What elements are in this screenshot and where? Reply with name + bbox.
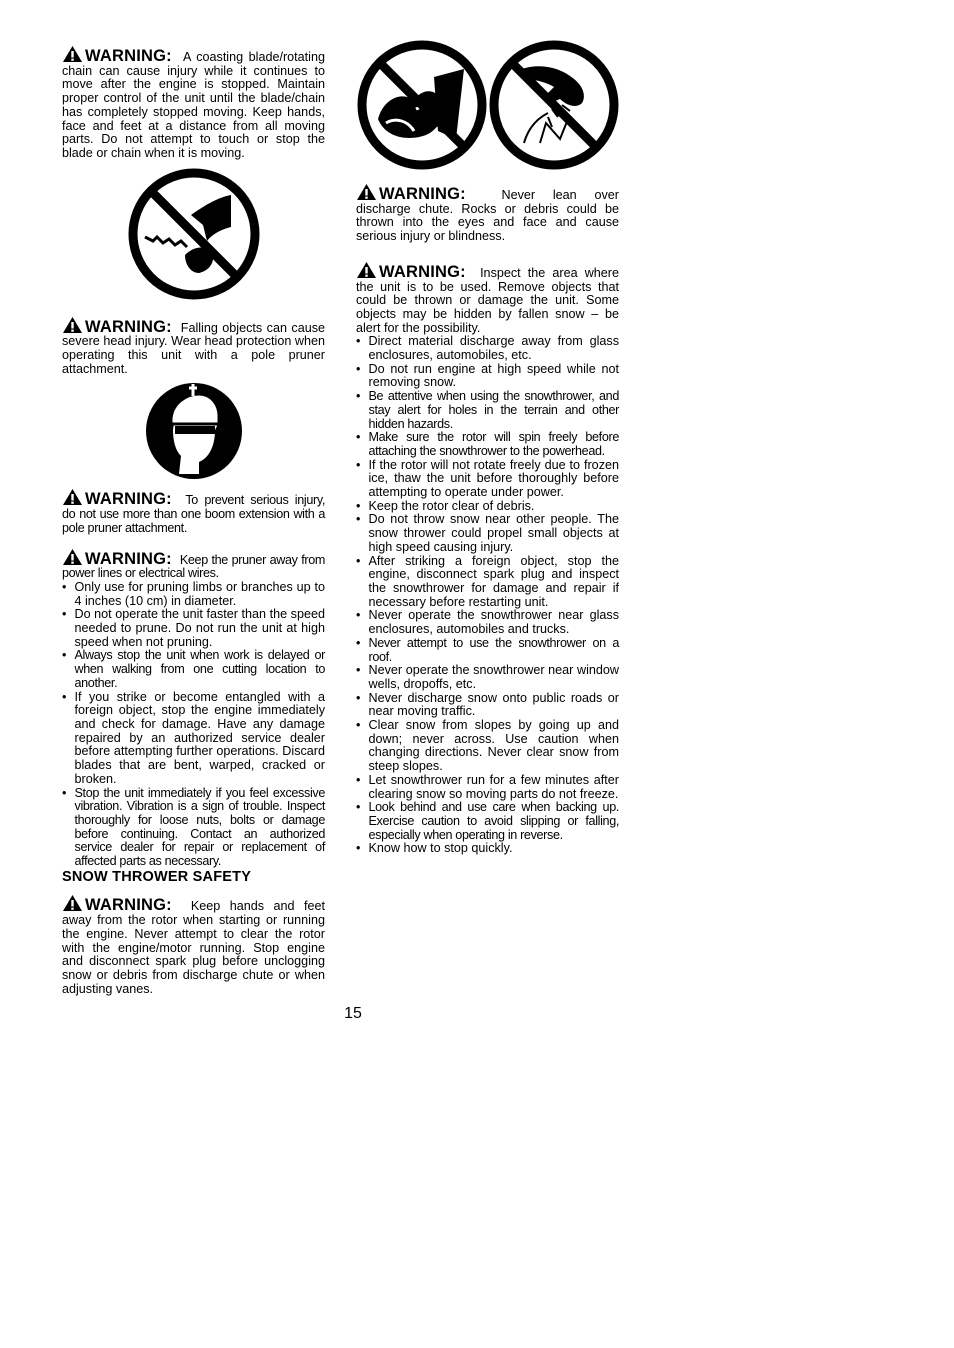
warning-text: To prevent serious injury, do not use more than one boom extension with a pole pruner attachment. <box>62 493 325 535</box>
warning-inspect-area <box>356 261 619 336</box>
list-item: • Be attentive when using the snowthrower, and stay alert for holes in the terrain and other hidden hazards. <box>356 390 619 431</box>
pruner-safety-list <box>62 581 325 869</box>
warning-label: WARNING: <box>85 549 172 568</box>
warning-text: Keep the pruner away from power lines or electrical wires. <box>62 552 325 581</box>
warning-text: Keep hands and feet away from the rotor when starting or running the engine. Never attempt to clear the rotor with the engine/motor running. Stop engine and disconnect spark plug before unclogging snow or debris from discharge chute or when adjusting vanes. <box>62 899 325 996</box>
list-item: • Never operate the snowthrower near window wells, dropoffs, etc. <box>356 664 619 691</box>
list-item: • Do not throw snow near other people. The snow thrower could propel small objects at high speed causing injury. <box>356 513 619 554</box>
warning-triangle-icon <box>62 894 83 912</box>
section-heading: SNOW THROWER SAFETY <box>62 868 252 885</box>
warning-falling-objects <box>62 316 325 377</box>
list-item: • If the rotor will not rotate freely due to frozen ice, thaw the unit before thoroughly before attempting to operate under power. <box>356 459 619 500</box>
list-item: • After striking a foreign object, stop the engine, disconnect spark plug and inspect the snowthrower for damage and repair if necessary before restarting unit. <box>356 555 619 610</box>
list-item: • Keep the rotor clear of debris. <box>356 500 619 514</box>
warning-discharge-chute <box>356 183 619 244</box>
pictogram-head-protection <box>62 382 325 480</box>
list-item: • Know how to stop quickly. <box>356 842 619 856</box>
no-touch-moving-blade-icon <box>127 167 261 301</box>
warning-label: WARNING: <box>379 262 466 281</box>
warning-triangle-icon <box>356 261 377 279</box>
warning-text: Inspect the area where the unit is to be used. Remove objects that could be thrown or damage the unit. Some objects may be hidden by fallen snow – be alert for the possibility. <box>356 265 619 335</box>
list-item: • Make sure the rotor will spin freely before attaching the snowthrower to the powerhead. <box>356 431 619 458</box>
list-item: • Do not run engine at high speed while not removing snow. <box>356 363 619 390</box>
warning-text: A coasting blade/rotating chain can cause injury while it continues to move after the engine is stopped. Maintain proper control of the unit until the blade/chain has completely stopped moving. Keep hands, face and feet at a distance from all moving parts. Do not attempt to touch or stop the blade or chain when it is moving. <box>62 50 325 160</box>
snowthrower-safety-list <box>356 335 619 856</box>
warning-triangle-icon <box>356 183 377 201</box>
warning-label: WARNING: <box>85 896 172 915</box>
left-column <box>62 45 325 996</box>
warning-triangle-icon <box>62 45 83 63</box>
warning-label: WARNING: <box>85 490 172 509</box>
right-column <box>356 183 619 856</box>
list-item: • If you strike or become entangled with a foreign object, stop the engine immediately and check for damage. Have any damage repaired by an authorized service dealer before attempting further operations. Discard blades that are bent, warped, cracked or broken. <box>62 691 325 787</box>
list-item: • Always stop the unit when work is delayed or when walking from one cutting location to another. <box>62 649 325 690</box>
list-item: • Direct material discharge away from glass enclosures, automobiles, etc. <box>356 335 619 362</box>
list-item: • Only use for pruning limbs or branches up to 4 inches (10 cm) in diameter. <box>62 581 325 608</box>
warning-triangle-icon <box>62 548 83 566</box>
list-item: • Clear snow from slopes by going up and down; never across. Use caution when changing directions. Never clear snow from steep slopes. <box>356 719 619 774</box>
no-reaching-into-chute-icon <box>488 39 620 171</box>
list-item: • Look behind and use care when backing up. Exercise caution to avoid slipping or falling, especially when operating in reverse. <box>356 801 619 842</box>
warning-label: WARNING: <box>85 47 172 65</box>
list-item: • Do not operate the unit faster than the speed needed to prune. Do not run the unit at high speed when not pruning. <box>62 608 325 649</box>
page-number: 15 <box>344 1005 362 1022</box>
warning-coasting-blade <box>62 45 325 161</box>
warning-label: WARNING: <box>379 185 466 203</box>
warning-label: WARNING: <box>85 317 172 336</box>
no-hands-near-rotor-icon <box>356 39 488 171</box>
list-item: • Never operate the snowthrower near glass enclosures, automobiles and trucks. <box>356 609 619 636</box>
list-item: • Stop the unit immediately if you feel excessive vibration. Vibration is a sign of trouble. Inspect thoroughly for loose nuts, bolts or damage before continuing. Contact an authorized service dealer for repair or replacement of affected parts as necessary. <box>62 787 325 869</box>
warning-triangle-icon <box>62 488 83 506</box>
warning-boom-extension <box>62 488 325 535</box>
list-item: • Never discharge snow onto public roads or near moving traffic. <box>356 692 619 719</box>
wear-head-protection-icon <box>145 382 243 480</box>
list-item: • Never attempt to use the snowthrower on a roof. <box>356 637 619 664</box>
list-item: • Let snowthrower run for a few minutes after clearing snow so moving parts do not freeze. <box>356 774 619 801</box>
pictogram-no-touch-blade <box>62 167 325 301</box>
warning-text: Never lean over discharge chute. Rocks or debris could be thrown into the eyes and face and cause serious injury or blindness. <box>356 188 619 244</box>
warning-power-lines <box>62 548 325 581</box>
warning-rotor-hands <box>62 894 325 996</box>
warning-text: Falling objects can cause severe head injury. Wear head protection when operating this unit with a pole pruner attachment. <box>62 320 325 376</box>
warning-triangle-icon <box>62 316 83 334</box>
